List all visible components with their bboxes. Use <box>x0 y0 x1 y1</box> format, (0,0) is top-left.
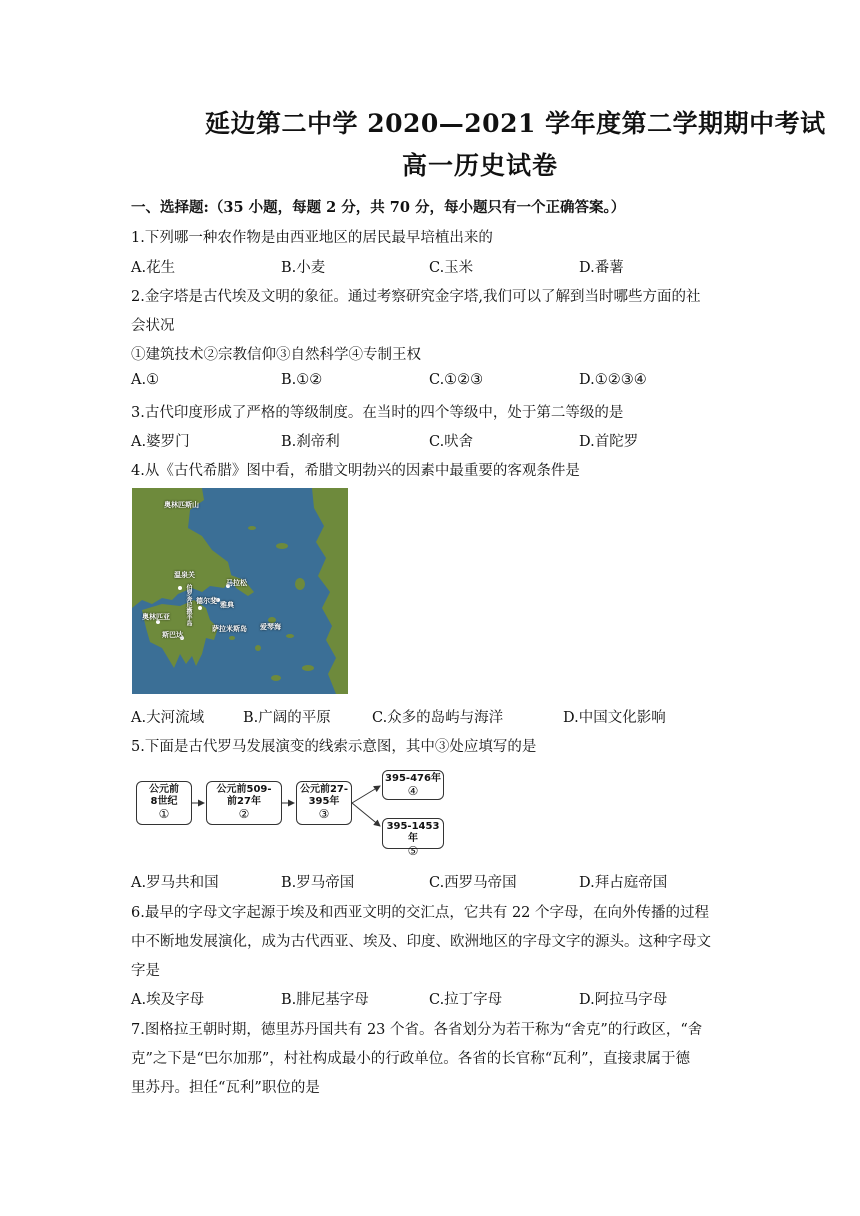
question-2-stem-cont: 会状况 <box>131 318 175 334</box>
question-1-option-a: A.花生 <box>131 260 176 276</box>
exam-subtitle: 高一历史试卷 <box>402 151 559 180</box>
question-6-stem-cont-2: 字是 <box>131 963 160 979</box>
timeline-box-2-period-a: 公元前509- <box>216 784 272 795</box>
timeline-box-2-period-b: 前27年 <box>227 796 261 807</box>
question-3-option-b: B.刹帝利 <box>281 434 340 450</box>
question-3-option-c: C.吠舍 <box>429 434 474 450</box>
question-3-option-d: D.首陀罗 <box>579 434 639 450</box>
question-7-stem-cont-1: 克”之下是“巴尔加那”，村社构成最小的行政单位。各省的长官称“瓦利”，直接隶属于德 <box>131 1051 691 1067</box>
question-1-stem: 1.下列哪一种农作物是由西亚地区的居民最早培植出来的 <box>131 230 493 246</box>
question-4-option-b: B.广阔的平原 <box>243 710 331 726</box>
map-label-marathon: 马拉松 <box>226 579 247 587</box>
timeline-box-1 <box>136 781 192 825</box>
question-6-option-b: B.腓尼基字母 <box>281 992 369 1008</box>
timeline-box-4-period: 395-476年 <box>385 773 441 784</box>
timeline-box-5-marker: ⑤ <box>407 844 419 858</box>
question-6-option-d: D.阿拉马字母 <box>579 992 668 1008</box>
question-5-option-a: A.罗马共和国 <box>131 875 219 891</box>
map-label-olympia: 奥林匹亚 <box>142 613 170 621</box>
map-label-aegean-sea: 爱琴海 <box>260 623 281 631</box>
timeline-box-3-period-a: 公元前27- <box>299 784 349 795</box>
question-2-option-a: A.① <box>131 372 160 388</box>
question-6-stem-cont-1: 中不断地发展演化，成为古代西亚、埃及、印度、欧洲地区的字母文字的源头。这种字母文 <box>131 934 711 950</box>
question-7-stem: 7.图格拉王朝时期，德里苏丹国共有 23 个省。各省划分为若干称为“舍克”的行政区，“舍 <box>131 1022 703 1038</box>
question-5-option-d: D.拜占庭帝国 <box>579 875 668 891</box>
question-6-stem: 6.最早的字母文字起源于埃及和西亚文明的交汇点，它共有 22 个字母，在向外传播的过程 <box>131 905 709 921</box>
map-label-delphi: 德尔斐 <box>196 597 217 605</box>
question-7-stem-cont-2: 里苏丹。担任“瓦利”职位的是 <box>131 1080 320 1096</box>
timeline-box-3-marker: ③ <box>318 807 330 821</box>
map-label-peloponnese: 伯罗奔尼撒半岛 <box>185 584 192 626</box>
question-2-option-c: C.①②③ <box>429 372 484 388</box>
timeline-box-1-period-a: 公元前 <box>149 784 179 795</box>
question-4-option-d: D.中国文化影响 <box>563 710 666 726</box>
question-2-option-d: D.①②③④ <box>579 372 647 388</box>
timeline-box-2-marker: ② <box>238 807 250 821</box>
question-2-stem: 2.金字塔是古代埃及文明的象征。通过考察研究金字塔,我们可以了解到当时哪些方面的社 <box>131 289 701 305</box>
timeline-box-4 <box>382 770 444 800</box>
question-6-option-c: C.拉丁字母 <box>429 992 503 1008</box>
timeline-box-2 <box>206 781 282 825</box>
question-4-option-c: C.众多的岛屿与海洋 <box>372 710 504 726</box>
section-heading: 一、选择题:（35 小题，每题 2 分，共 70 分，每小题只有一个正确答案。） <box>131 199 626 216</box>
question-4-option-a: A.大河流域 <box>131 710 205 726</box>
timeline-box-5-period: 395-1453年 <box>386 821 440 844</box>
ancient-greece-map <box>132 488 348 694</box>
map-label-sparta: 斯巴达 <box>162 631 183 639</box>
question-5-stem: 5.下面是古代罗马发展演变的线索示意图，其中③处应填写的是 <box>131 739 537 755</box>
map-label-thermopylae: 温泉关 <box>174 571 195 579</box>
question-3-stem: 3.古代印度形成了严格的等级制度。在当时的四个等级中，处于第二等级的是 <box>131 405 624 421</box>
question-2-option-b: B.①② <box>281 372 323 388</box>
question-5-option-c: C.西罗马帝国 <box>429 875 517 891</box>
question-4-stem: 4.从《古代希腊》图中看，希腊文明勃兴的因素中最重要的客观条件是 <box>131 463 580 479</box>
timeline-box-5 <box>382 818 444 858</box>
timeline-box-1-marker: ① <box>158 807 170 821</box>
question-5-option-b: B.罗马帝国 <box>281 875 355 891</box>
question-1-option-d: D.番薯 <box>579 260 624 276</box>
map-label-olympus: 奥林匹斯山 <box>164 501 199 509</box>
question-1-option-c: C.玉米 <box>429 260 474 276</box>
timeline-box-3 <box>296 781 352 825</box>
question-6-option-a: A.埃及字母 <box>131 992 205 1008</box>
exam-title: 延边第二中学 2020—2021 学年度第二学期期中考试 <box>205 109 826 138</box>
map-graphic <box>132 488 348 694</box>
question-1-option-b: B.小麦 <box>281 260 326 276</box>
timeline-box-1-period-b: 8世纪 <box>150 796 178 807</box>
timeline-box-3-period-b: 395年 <box>308 796 340 807</box>
map-label-salamis: 萨拉米斯岛 <box>212 625 247 633</box>
timeline-box-4-marker: ④ <box>407 784 419 798</box>
map-label-athens: 雅典 <box>220 601 234 609</box>
rome-timeline-diagram <box>136 770 456 858</box>
question-2-items: ①建筑技术②宗教信仰③自然科学④专制王权 <box>131 347 421 363</box>
question-3-option-a: A.婆罗门 <box>131 434 190 450</box>
